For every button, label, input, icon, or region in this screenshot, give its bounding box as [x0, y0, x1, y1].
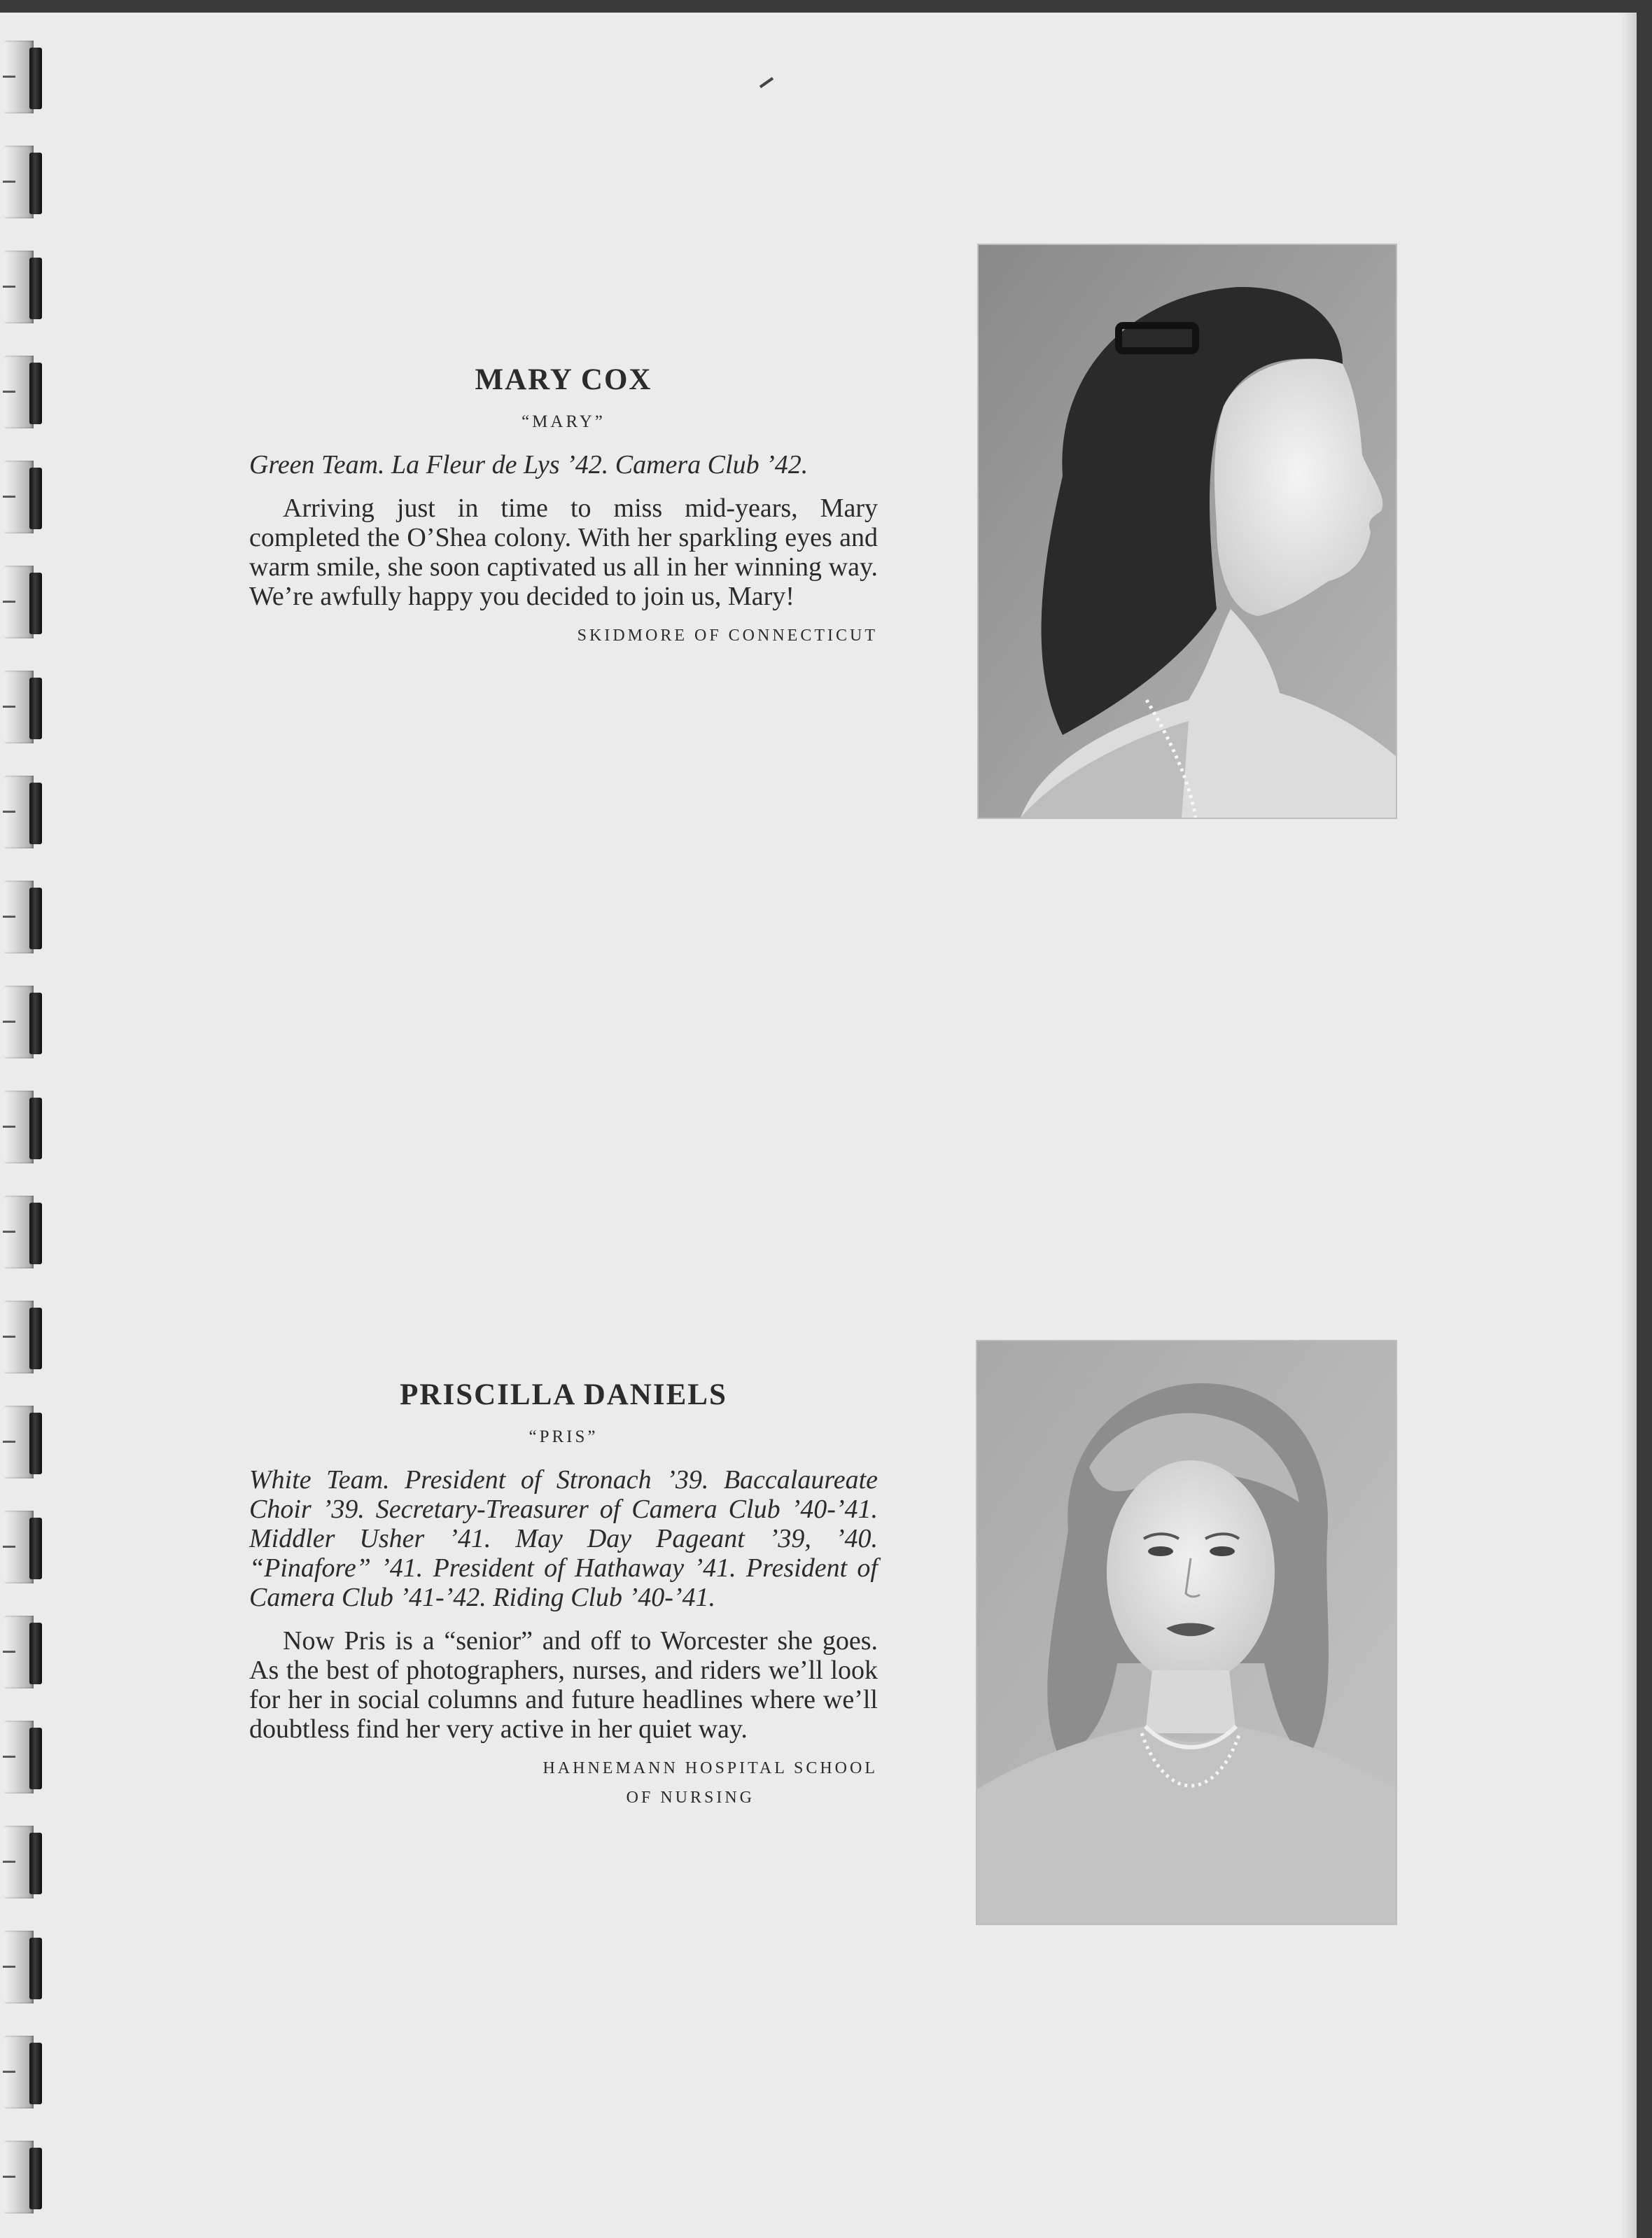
destination-line: HAHNEMANN HOSPITAL SCHOOL [542, 1759, 878, 1777]
entry-priscilla-daniels [249, 1378, 878, 1812]
binding-coil [3, 251, 48, 323]
yearbook-page [0, 13, 1637, 2238]
binding-coil [3, 146, 48, 218]
portrait-photo [977, 1341, 1396, 1924]
binding-coil [3, 881, 48, 953]
binding-coil [3, 461, 48, 533]
binding-coil [3, 1931, 48, 2003]
entry-activities: Green Team. La Fleur de Lys ’42. Camera Club ’42. [249, 450, 808, 480]
binding-coil [3, 1826, 48, 1898]
entry-blurb: Now Pris is a “senior” and off to Worcester she goes. As the best of photographers, nurses, and riders we’ll look for her in social columns and future headlines where we’ll doubtless find her very active in her quiet way. [249, 1626, 878, 1744]
binding-coil [3, 1721, 48, 1793]
entry-activities: White Team. President of Stronach ’39. Baccalaureate Choir ’39. Secretary-Treasurer of Camera Club ’40-’41. Middler Usher ’41. May Day Pageant ’39, ’40. “Pinafore” ’41. President of Hathaway ’41. President of Camera Club ’41-’42. Riding Club ’40-’41. [249, 1465, 878, 1612]
spiral-binding [0, 13, 66, 2238]
binding-coil [3, 1301, 48, 1373]
entry-destination [249, 621, 878, 650]
entry-nickname: “PRIS” [528, 1427, 598, 1446]
entry-name: PRISCILLA DANIELS [400, 1378, 727, 1411]
binding-coil [3, 1196, 48, 1268]
entry-name: MARY COX [475, 363, 652, 396]
binding-coil [3, 2036, 48, 2108]
binding-coil [3, 566, 48, 638]
binding-coil [3, 41, 48, 113]
binding-coil [3, 2141, 48, 2213]
entry-destination [249, 1754, 878, 1812]
entry-mary-cox [249, 363, 878, 650]
portrait-mary-cox [977, 244, 1397, 819]
entry-nickname: “MARY” [522, 412, 606, 431]
portrait-photo [979, 245, 1396, 818]
entry-blurb: Arriving just in time to miss mid-years, Mary completed the O’Shea colony. With her sparkling eyes and warm smile, she soon captivated us all in her winning way. We’re awfully happy you decided to join us, Mary! [249, 494, 878, 611]
binding-coil [3, 1511, 48, 1583]
binding-coil [3, 671, 48, 743]
binding-coil [3, 1091, 48, 1163]
destination-line: SKIDMORE OF CONNECTICUT [577, 627, 878, 645]
binding-coil [3, 1406, 48, 1478]
binding-coil [3, 776, 48, 848]
pencil-mark [760, 77, 774, 88]
page-edge-shadow [1621, 13, 1637, 2238]
binding-coil [3, 1616, 48, 1688]
portrait-priscilla-daniels [976, 1340, 1397, 1925]
binding-coil [3, 986, 48, 1058]
binding-coil [3, 356, 48, 428]
destination-line: OF NURSING [626, 1789, 755, 1807]
